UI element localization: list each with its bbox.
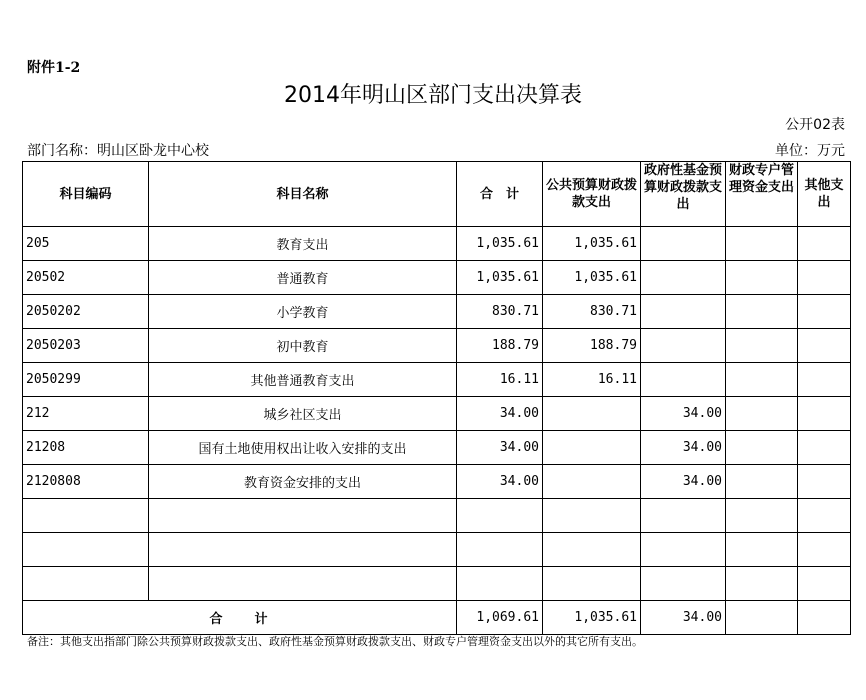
cell-name: 小学教育: [149, 295, 457, 329]
cell-public-budget: 1,035.61: [543, 227, 641, 261]
cell-other: [798, 567, 851, 601]
header-total: 合 计: [457, 162, 543, 227]
total-cell-special-fund: [726, 601, 798, 635]
total-cell-other: [798, 601, 851, 635]
cell-name: [149, 533, 457, 567]
cell-other: [798, 499, 851, 533]
cell-other: [798, 465, 851, 499]
cell-code: 2050202: [23, 295, 149, 329]
total-label: 合 计: [23, 601, 457, 635]
table-row: [23, 227, 851, 261]
cell-gov-fund: [641, 499, 726, 533]
table-header-row: [23, 162, 851, 227]
cell-name: 城乡社区支出: [149, 397, 457, 431]
table-row: [23, 261, 851, 295]
table-row-empty: [23, 499, 851, 533]
cell-other: [798, 363, 851, 397]
total-cell-public-budget: 1,035.61: [543, 601, 641, 635]
cell-code: [23, 533, 149, 567]
header-special-fund-text: 财政专户管理资金支出: [729, 163, 794, 195]
cell-total: 34.00: [457, 397, 543, 431]
cell-name: 教育支出: [149, 227, 457, 261]
table-row: [23, 363, 851, 397]
cell-special-fund: [726, 397, 798, 431]
cell-total: 830.71: [457, 295, 543, 329]
cell-special-fund: [726, 533, 798, 567]
cell-total: [457, 567, 543, 601]
cell-public-budget: 1,035.61: [543, 261, 641, 295]
cell-gov-fund: [641, 533, 726, 567]
cell-total: 1,035.61: [457, 227, 543, 261]
cell-special-fund: [726, 499, 798, 533]
cell-special-fund: [726, 431, 798, 465]
department-name: 部门名称：明山区卧龙中心校: [27, 143, 209, 159]
cell-code: [23, 567, 149, 601]
cell-name: [149, 567, 457, 601]
cell-name: 国有土地使用权出让收入安排的支出: [149, 431, 457, 465]
table-row-empty: [23, 567, 851, 601]
cell-gov-fund: [641, 295, 726, 329]
cell-gov-fund: [641, 329, 726, 363]
cell-name: 普通教育: [149, 261, 457, 295]
cell-other: [798, 295, 851, 329]
cell-gov-fund: 34.00: [641, 397, 726, 431]
cell-special-fund: [726, 295, 798, 329]
cell-special-fund: [726, 465, 798, 499]
cell-other: [798, 397, 851, 431]
cell-code: 2120808: [23, 465, 149, 499]
total-row: [23, 601, 851, 635]
header-name: 科目名称: [149, 162, 457, 227]
cell-special-fund: [726, 227, 798, 261]
cell-special-fund: [726, 261, 798, 295]
cell-total: [457, 499, 543, 533]
cell-public-budget: [543, 431, 641, 465]
cell-code: 212: [23, 397, 149, 431]
cell-gov-fund: 34.00: [641, 431, 726, 465]
form-number: 公开02表: [785, 117, 845, 133]
total-cell-gov-fund: 34.00: [641, 601, 726, 635]
cell-other: [798, 533, 851, 567]
cell-code: 2050203: [23, 329, 149, 363]
cell-public-budget: 830.71: [543, 295, 641, 329]
table-row-empty: [23, 533, 851, 567]
cell-name: 教育资金安排的支出: [149, 465, 457, 499]
cell-public-budget: [543, 567, 641, 601]
cell-code: [23, 499, 149, 533]
cell-code: 20502: [23, 261, 149, 295]
cell-total: 34.00: [457, 431, 543, 465]
header-code: 科目编码: [23, 162, 149, 227]
cell-special-fund: [726, 329, 798, 363]
page-title: 2014年明山区部门支出决算表: [284, 83, 582, 108]
cell-public-budget: 16.11: [543, 363, 641, 397]
cell-gov-fund: [641, 227, 726, 261]
cell-special-fund: [726, 567, 798, 601]
cell-other: [798, 227, 851, 261]
header-gov-fund-text: 政府性基金预算财政拨款支出: [644, 163, 722, 212]
cell-total: 1,035.61: [457, 261, 543, 295]
table-row: [23, 295, 851, 329]
cell-name: 其他普通教育支出: [149, 363, 457, 397]
table-row: [23, 431, 851, 465]
header-public-budget: 公共预算财政拨款支出: [543, 162, 641, 227]
cell-public-budget: [543, 465, 641, 499]
cell-total: 188.79: [457, 329, 543, 363]
cell-total: [457, 533, 543, 567]
cell-public-budget: [543, 397, 641, 431]
table-row: [23, 465, 851, 499]
header-gov-fund: [641, 162, 726, 227]
unit-label: 单位：万元: [775, 143, 845, 159]
cell-public-budget: [543, 499, 641, 533]
table-row: [23, 397, 851, 431]
cell-total: 34.00: [457, 465, 543, 499]
cell-other: [798, 329, 851, 363]
attachment-label: 附件1-2: [27, 60, 81, 76]
cell-public-budget: [543, 533, 641, 567]
header-special-fund: [726, 162, 798, 227]
cell-name: [149, 499, 457, 533]
cell-gov-fund: [641, 363, 726, 397]
cell-other: [798, 431, 851, 465]
table-row: [23, 329, 851, 363]
expenditure-table: [22, 161, 851, 635]
cell-gov-fund: [641, 567, 726, 601]
cell-code: 21208: [23, 431, 149, 465]
cell-code: 205: [23, 227, 149, 261]
cell-special-fund: [726, 363, 798, 397]
cell-other: [798, 261, 851, 295]
cell-name: 初中教育: [149, 329, 457, 363]
cell-code: 2050299: [23, 363, 149, 397]
header-other: 其他支出: [798, 162, 851, 227]
total-cell-total: 1,069.61: [457, 601, 543, 635]
cell-public-budget: 188.79: [543, 329, 641, 363]
cell-total: 16.11: [457, 363, 543, 397]
footnote: 备注：其他支出指部门除公共预算财政拨款支出、政府性基金预算财政拨款支出、财政专户管理资金支出以外的其它所有支出。: [27, 635, 643, 648]
cell-gov-fund: [641, 261, 726, 295]
cell-gov-fund: 34.00: [641, 465, 726, 499]
